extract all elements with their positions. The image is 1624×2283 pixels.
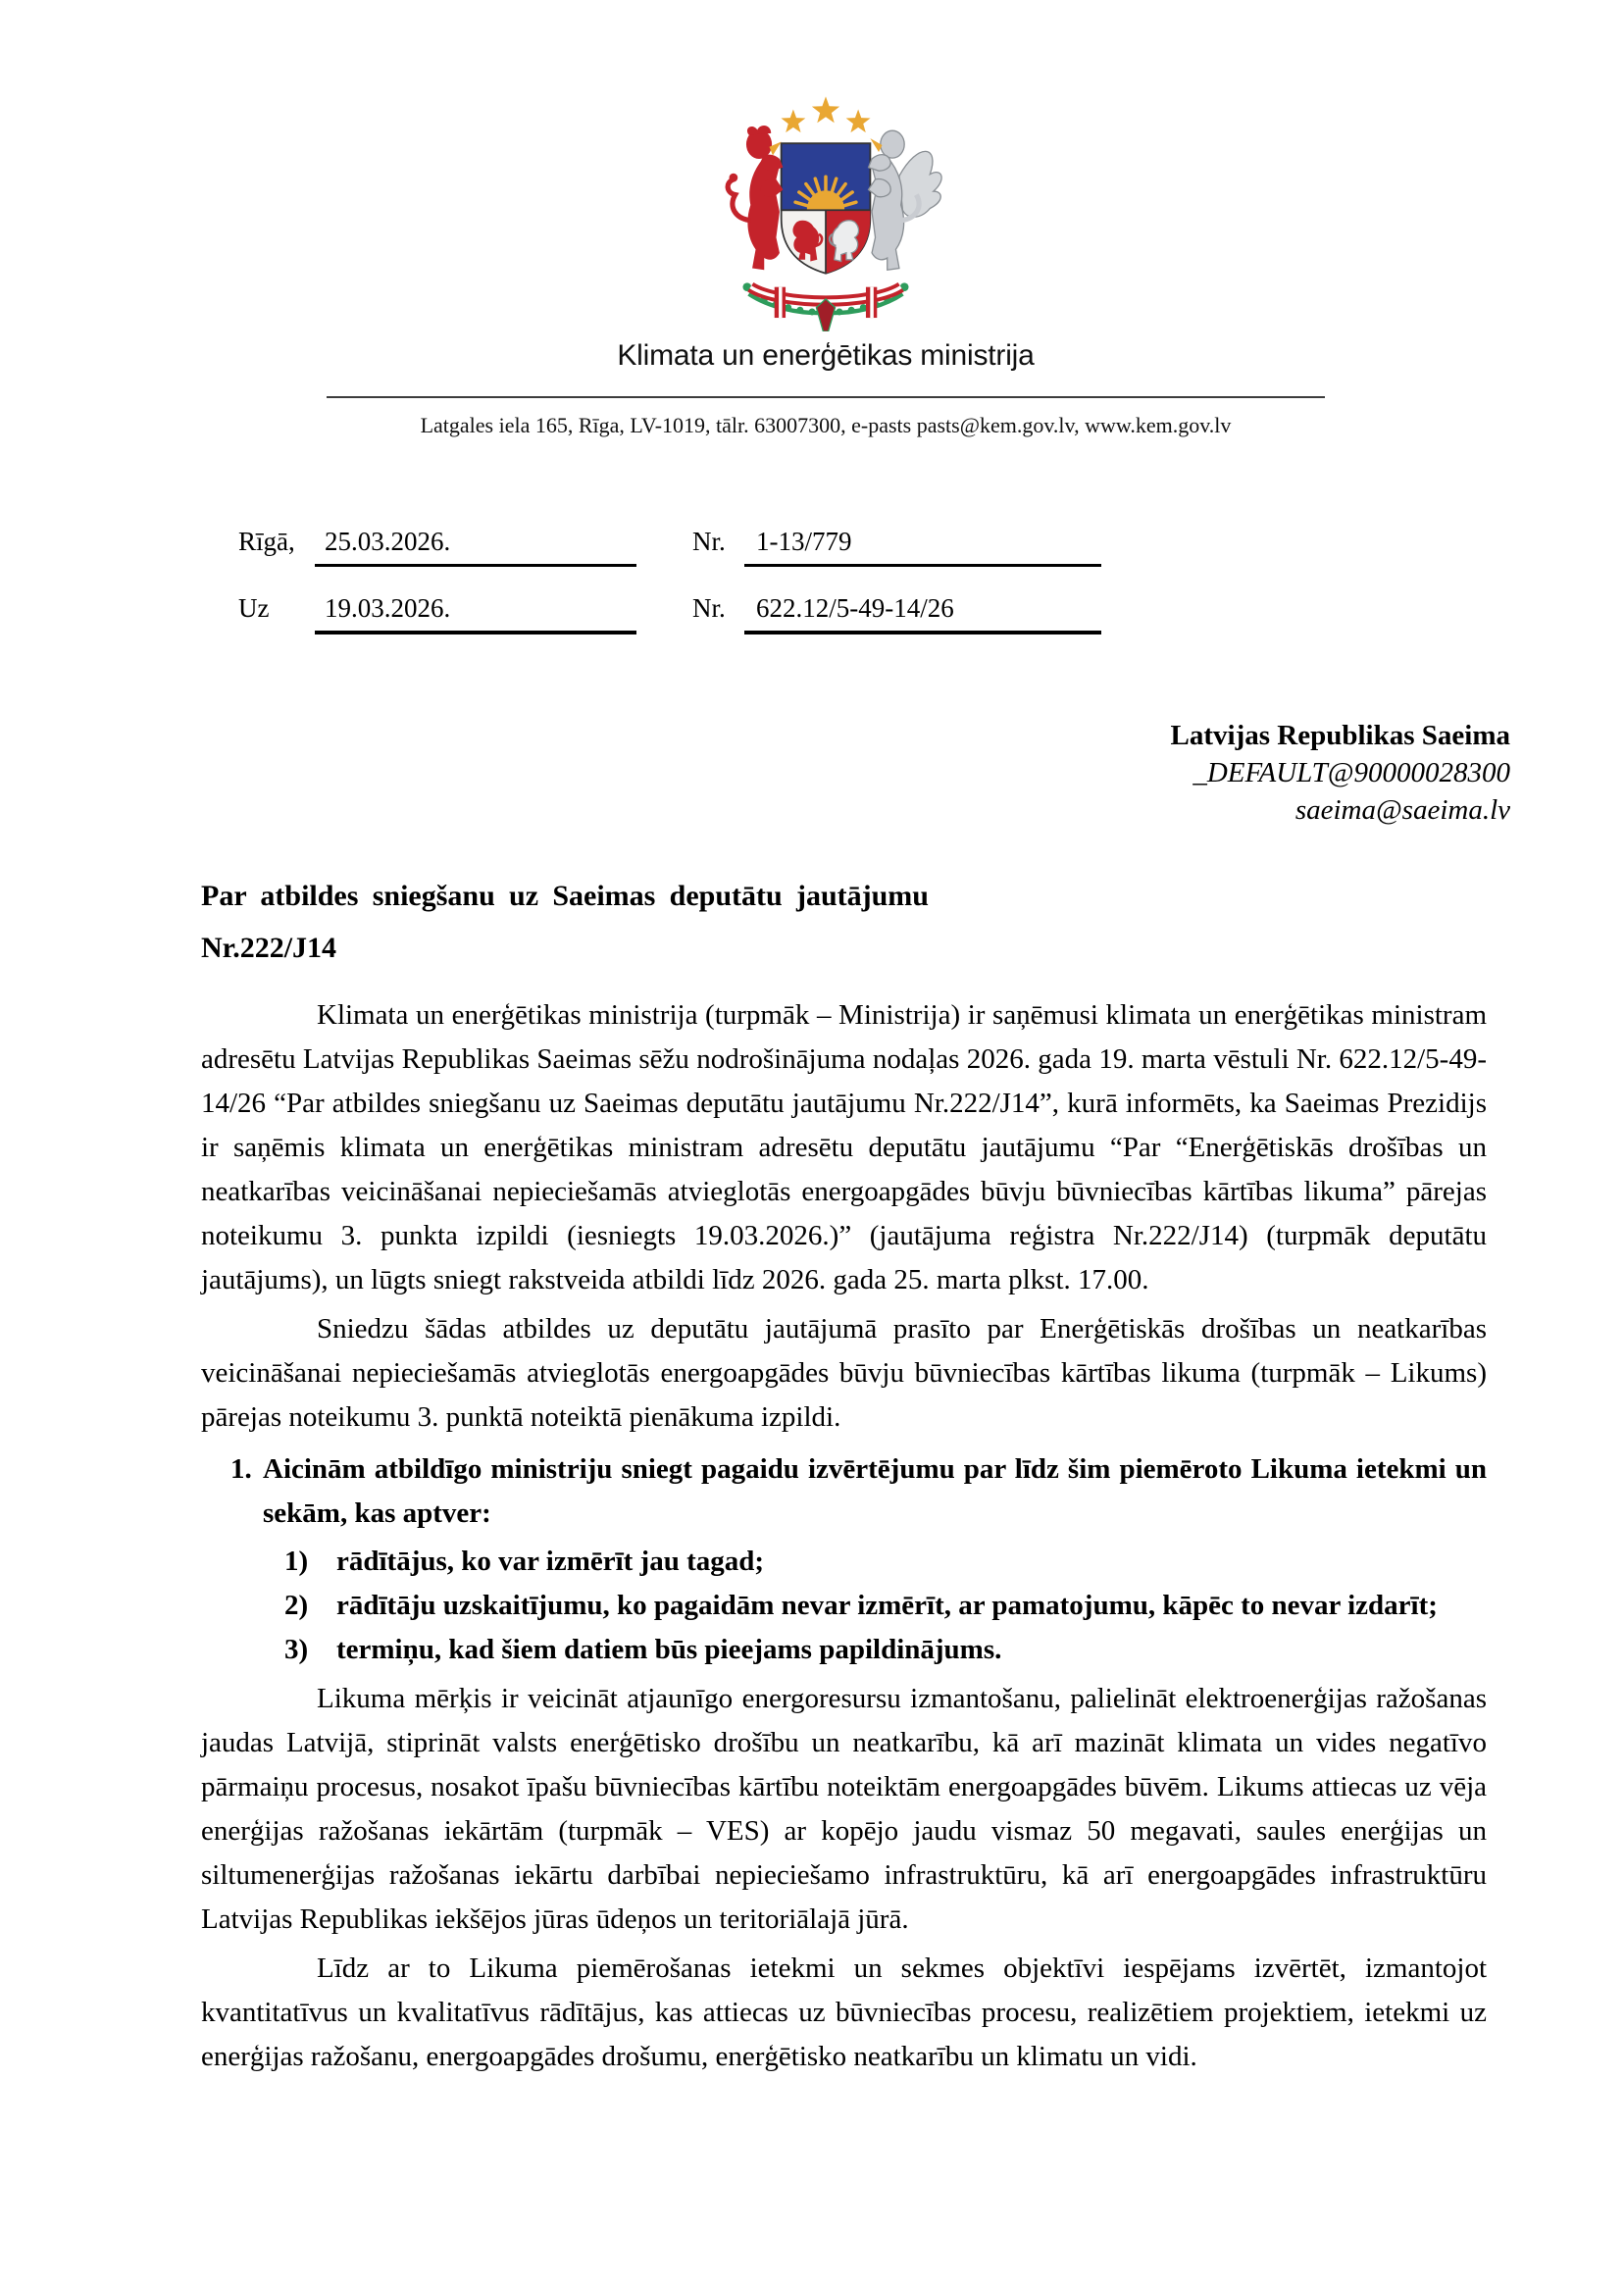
reference-block (238, 527, 1487, 634)
nr-label: Nr. (692, 593, 726, 623)
sub-item-number: 3) (284, 1634, 309, 1665)
sub-item-1 (284, 1540, 1487, 1584)
doc-number-field: 1-13/779 (744, 527, 1101, 567)
numbered-item-1 (230, 1447, 1487, 1536)
reference-gap (636, 593, 692, 634)
subject-line: Par atbildes sniegšanu uz Saeimas deputātu jautājumu Nr.222/J14 (201, 880, 929, 964)
uz-label: Uz (238, 593, 270, 623)
body-paragraph-1: Klimata un enerģētikas ministrija (turpmāk – Ministrija) ir saņēmusi klimata un enerģētikas ministram adresētu Latvijas Republikas Saeimas sēžu nodrošinājuma nodaļas 2026. gada 19. marta vēstuli Nr. 622.12/5-49-14/26 “Par atbildes sniegšanu uz Saeimas deputātu jautājumu Nr.222/J14”, kurā informēts, ka Saeimas Prezidijs ir saņēmis klimata un enerģētikas ministram adresētu deputātu jautājumu “Par “Enerģētiskās drošības un neatkarības veicināšanai nepieciešamās atvieglotās energoapgādes būvju būvniecības kārtības likuma” pārejas noteikumu 3. punkta izpildi (iesniegts 19.03.2026.)” (jautājuma reģistra Nr.222/J14) (turpmāk deputātu jautājums), un lūgts sniegt rakstveida atbildi līdz 2026. gada 25. marta plkst. 17.00. (201, 999, 1487, 1295)
sub-item-text: rādītājus, ko var izmērīt jau tagad; (336, 1546, 765, 1577)
letter-body-column (0, 527, 1624, 2079)
recipient-email: saeima@saeima.lv (1294, 794, 1510, 826)
reference-gap (636, 527, 692, 567)
sub-item-3 (284, 1628, 1487, 1672)
body-paragraph-4: Līdz ar to Likuma piemērošanas ietekmi un sekmes objektīvi iespējams izvērtēt, izmantojot kvantitatīvus un kvalitatīvus rādītājus, kas attiecas uz būvniecības procesu, realizētiem projektiem, ietekmi uz enerģijas ražošanu, energoapgādes drošumu, enerģētisko neatkarību un klimatu un vidi. (201, 1953, 1487, 2072)
sub-item-2 (284, 1584, 1487, 1628)
sub-item-number: 2) (284, 1590, 309, 1621)
item-number: 1. (230, 1453, 252, 1485)
contact-line: Latgales iela 165, Rīga, LV-1019, tālr. 63007300, e-pasts pasts@kem.gov.lv, www.kem.gov.lv (420, 413, 1232, 437)
issue-date-field: 25.03.2026. (315, 527, 636, 567)
body-paragraph-3: Likuma mērķis ir veicināt atjaunīgo energoresursu izmantošanu, palielināt elektroenerģijas ražošanas jaudas Latvijā, stiprināt valsts enerģētisko drošību un neatkarību, kā arī mazināt klimata un vides negatīvo pārmaiņu procesus, nosakot īpašu būvniecības kārtību noteiktām energoapgādes būvēm. Likums attiecas uz vēja enerģijas ražošanas iekārtām (turpmāk – VES) ar kopējo jaudu vismaz 50 megavati, saules enerģijas un siltumenerģijas ražošanas iekārtu darbībai nepieciešamo infrastruktūru, kā arī energoapgādes infrastruktūru Latvijas Republikas iekšējos jūras ūdeņos un teritoriālajā jūrā. (201, 1683, 1487, 1935)
reference-row-issued (238, 527, 1487, 567)
sub-item-number: 1) (284, 1546, 309, 1577)
recipient-name: Latvijas Republikas Saeima (1170, 720, 1510, 751)
recipient-eaddress: _DEFAULT@90000028300 (1193, 757, 1510, 788)
sub-item-list (201, 1540, 1487, 1672)
letterhead (0, 0, 1624, 438)
ref-doc-number-field: 622.12/5-49-14/26 (744, 593, 1101, 634)
recipient-block (201, 717, 1510, 829)
place-label: Rīgā, (238, 527, 295, 556)
letter-text (201, 993, 1487, 2079)
ref-date-field: 19.03.2026. (315, 593, 636, 634)
sub-item-text: rādītāju uzskaitījumu, ko pagaidām nevar izmērīt, ar pamatojumu, kāpēc to nevar izdarīt; (336, 1590, 1438, 1621)
latvia-coat-of-arms-icon (697, 92, 954, 331)
reference-row-reply-to (238, 593, 1487, 634)
sub-item-text: termiņu, kad šiem datiem būs pieejams papildinājums. (336, 1634, 1002, 1665)
item-text: Aicinām atbildīgo ministriju sniegt pagaidu izvērtējumu par līdz šim piemēroto Likuma ietekmi un sekām, kas aptver: (263, 1453, 1487, 1529)
nr-label: Nr. (692, 527, 726, 556)
body-paragraph-2: Sniedzu šādas atbildes uz deputātu jautājumā prasīto par Enerģētiskās drošības un neatkarības veicināšanai nepieciešamās atvieglotās energoapgādes būvju būvniecības kārtības likuma (turpmāk – Likums) pārejas noteikumu 3. punktā noteiktā pienākuma izpildi. (201, 1313, 1487, 1433)
ministry-name: Klimata un enerģētikas ministrija (617, 339, 1035, 372)
letterhead-divider (327, 396, 1325, 398)
